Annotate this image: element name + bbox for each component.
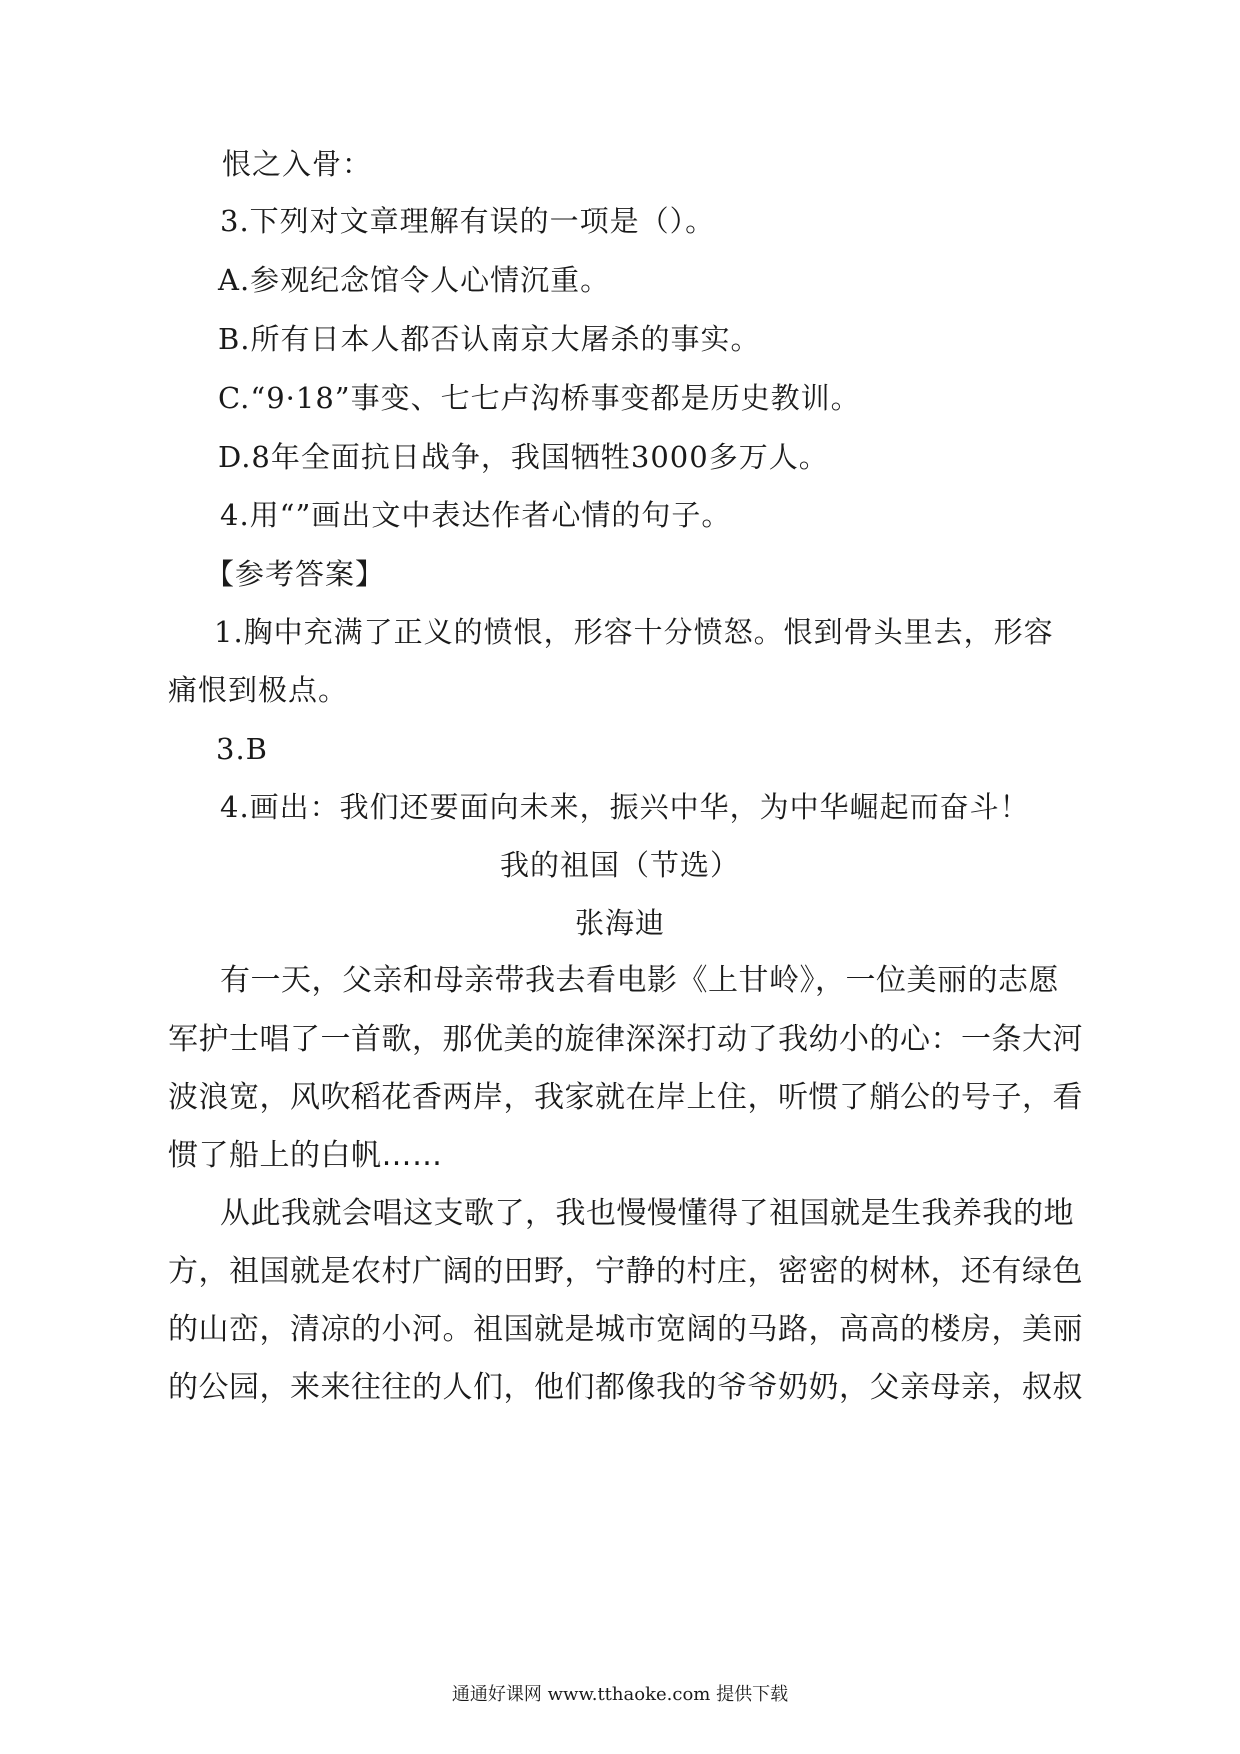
article-line: 的山峦，清凉的小河。祖国就是城市宽阔的马路，高高的楼房，美丽	[168, 1312, 1083, 1347]
option-b: B.所有日本人都否认南京大屠杀的事实。	[218, 322, 761, 356]
text-line-hen: 恨之入骨：	[222, 147, 373, 181]
article-line: 有一天，父亲和母亲带我去看电影《上甘岭》，一位美丽的志愿	[220, 963, 1059, 998]
article-line: 的公园，来来往往的人们，他们都像我的爷爷奶奶，父亲母亲，叔叔	[168, 1370, 1083, 1405]
article-author: 张海迪	[574, 906, 665, 940]
question-3: 3.下列对文章理解有误的一项是（）。	[220, 204, 716, 238]
article-line: 惯了船上的白帆……	[168, 1138, 443, 1173]
answer-3: 3.B	[216, 732, 268, 766]
answer-4: 4.画出：我们还要面向未来，振兴中华，为中华崛起而奋斗！	[220, 790, 1030, 824]
answer-1-line-2: 痛恨到极点。	[168, 673, 349, 707]
option-a: A.参观纪念馆令人心情沉重。	[218, 263, 611, 297]
answers-heading: 【参考答案】	[205, 557, 386, 591]
article-title: 我的祖国（节选）	[499, 848, 740, 882]
question-4: 4.用“”画出文中表达作者心情的句子。	[220, 498, 732, 532]
page-footer: 通通好课网 www.tthaoke.com 提供下载	[451, 1684, 789, 1705]
option-d: D.8年全面抗日战争，我国牺牲3000多万人。	[218, 440, 829, 474]
article-line: 方，祖国就是农村广阔的田野，宁静的村庄，密密的树林，还有绿色	[168, 1254, 1083, 1289]
answer-1-line-1: 1.胸中充满了正义的愤恨，形容十分愤怒。恨到骨头里去，形容	[214, 615, 1054, 649]
article-line: 波浪宽，风吹稻花香两岸，我家就在岸上住，听惯了艄公的号子，看	[168, 1080, 1083, 1115]
option-c: C.“9·18”事变、七七卢沟桥事变都是历史教训。	[218, 381, 861, 415]
article-line: 从此我就会唱这支歌了，我也慢慢懂得了祖国就是生我养我的地	[220, 1196, 1074, 1231]
article-line: 军护士唱了一首歌，那优美的旋律深深打动了我幼小的心：一条大河	[168, 1022, 1083, 1057]
